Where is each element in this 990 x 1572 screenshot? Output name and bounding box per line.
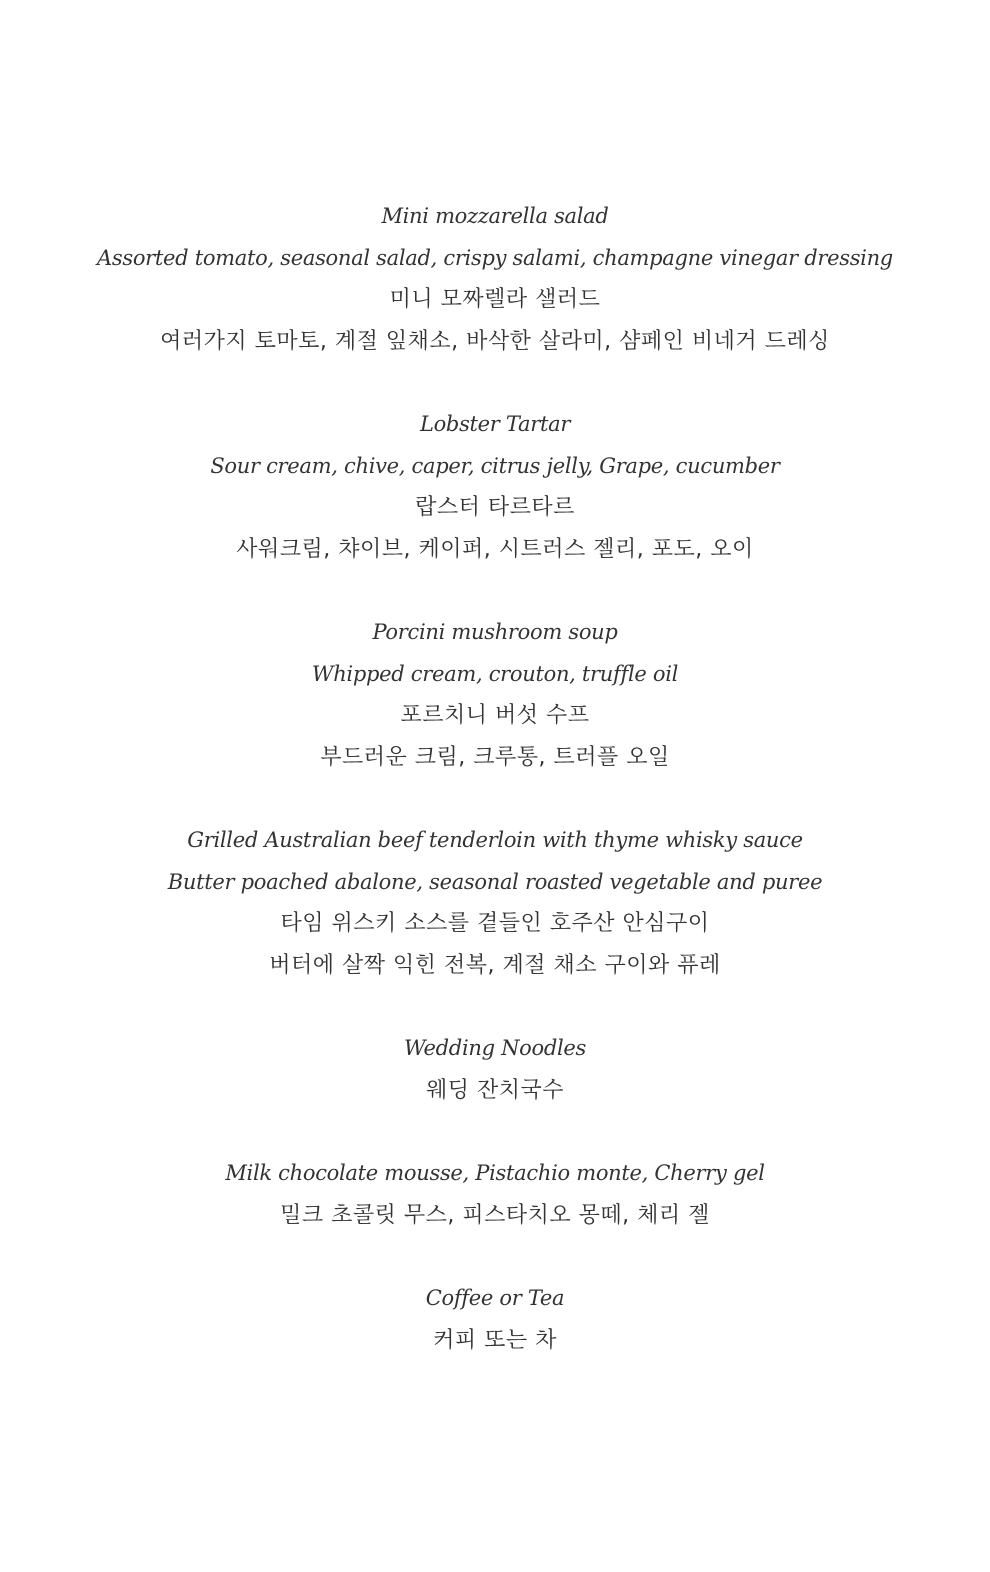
course-description-en: Whipped cream, crouton, truffle oil — [311, 661, 679, 686]
course-description-ko: 여러가지 토마토, 계절 잎채소, 바삭한 살라미, 샴페인 비네거 드레싱 — [160, 328, 830, 354]
course-wedding-noodles — [0, 1028, 990, 1111]
course-title-en: Milk chocolate mousse, Pistachio monte, Cherry gel — [225, 1161, 765, 1185]
course-title-ko: 밀크 초콜릿 무스, 피스타치오 몽떼, 체리 젤 — [280, 1202, 710, 1228]
course-description-ko: 부드러운 크림, 크루통, 트러플 오일 — [320, 744, 670, 770]
course-title-en: Lobster Tartar — [419, 412, 571, 436]
course-dessert — [0, 1153, 990, 1236]
course-title-en: Mini mozzarella salad — [381, 204, 609, 228]
course-title-ko: 포르치니 버섯 수프 — [400, 703, 590, 728]
course-description-ko: 버터에 살짝 익힌 전복, 계절 채소 구이와 퓨레 — [269, 952, 721, 978]
course-title-ko: 타임 위스키 소스를 곁들인 호주산 안심구이 — [280, 911, 710, 936]
course-lobster-tartar — [0, 404, 990, 570]
course-title-ko: 커피 또는 차 — [433, 1327, 557, 1353]
course-title-en: Grilled Australian beef tenderloin with thyme whisky sauce — [187, 828, 803, 852]
course-porcini-soup — [0, 612, 990, 778]
course-title-en: Coffee or Tea — [425, 1286, 565, 1310]
course-title-ko: 미니 모짜렐라 샐러드 — [389, 287, 601, 312]
course-title-ko: 랍스터 타르타르 — [415, 495, 575, 520]
course-description-en: Sour cream, chive, caper, citrus jelly, Grape, cucumber — [210, 453, 780, 478]
course-beef-tenderloin — [0, 820, 990, 986]
course-mozzarella-salad — [0, 196, 990, 362]
course-coffee-tea — [0, 1278, 990, 1361]
course-title-ko: 웨딩 잔치국수 — [425, 1077, 564, 1103]
menu — [0, 196, 990, 1403]
course-title-en: Wedding Noodles — [403, 1036, 587, 1060]
course-title-en: Porcini mushroom soup — [372, 620, 618, 644]
course-description-en: Assorted tomato, seasonal salad, crispy salami, champagne vinegar dressing — [97, 245, 893, 270]
course-description-en: Butter poached abalone, seasonal roasted vegetable and puree — [167, 869, 823, 894]
course-description-ko: 사워크림, 챠이브, 케이퍼, 시트러스 젤리, 포도, 오이 — [236, 536, 754, 562]
